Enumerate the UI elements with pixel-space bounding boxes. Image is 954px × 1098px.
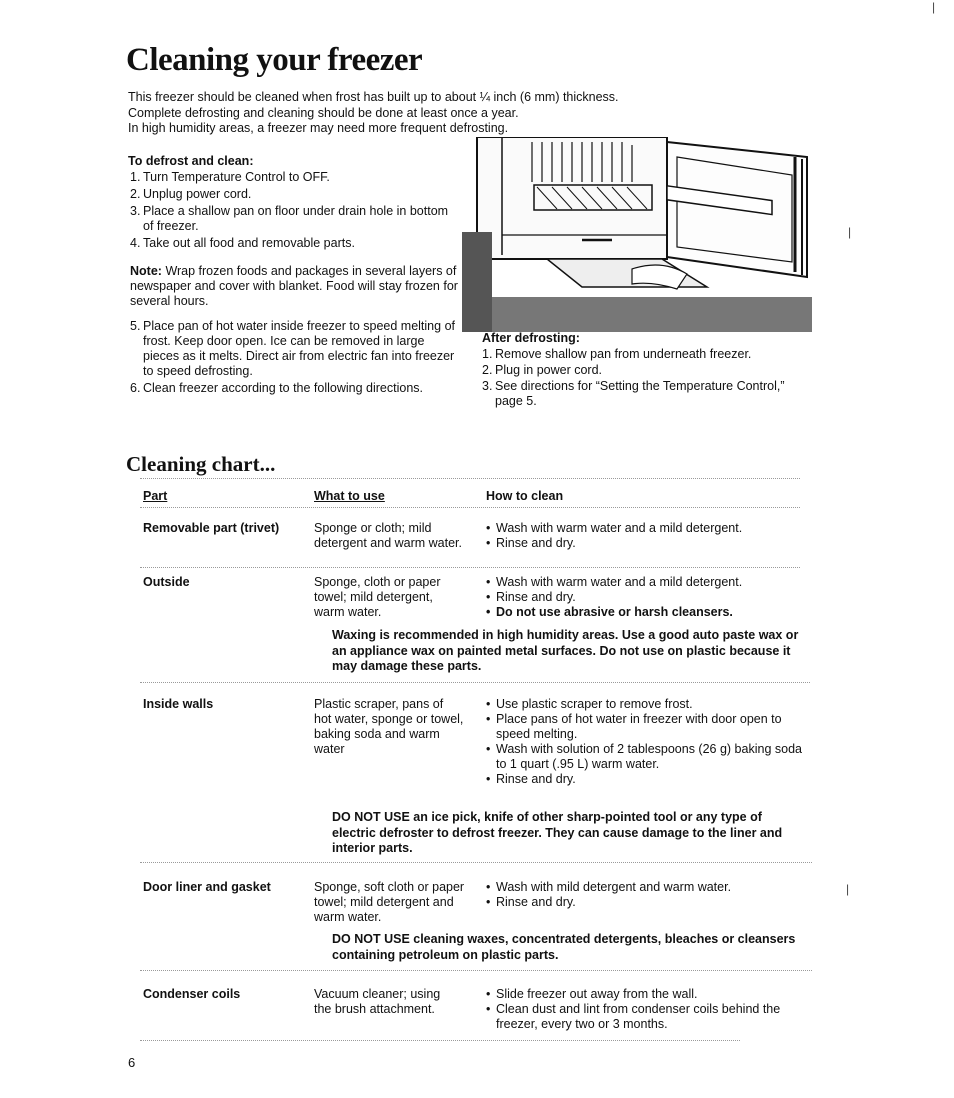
part-name: Removable part (trivet) — [143, 521, 280, 535]
warning-text: DO NOT USE cleaning waxes, concentrated detergents, bleaches or cleansers containing petroleum on plastic parts. — [332, 932, 796, 962]
list-item: • Wash with warm water and a mild detergent. — [486, 575, 796, 590]
list-item: 1. Remove shallow pan from underneath freezer. — [482, 347, 752, 361]
list-item: • Place pans of hot water in freezer with door open to speed melting. — [486, 712, 806, 742]
divider — [140, 567, 800, 568]
page-title: Cleaning your freezer — [126, 42, 423, 78]
defrost-heading: To defrost and clean: — [128, 154, 254, 168]
intro-line: In high humidity areas, a freezer may need more frequent defrosting. — [128, 121, 509, 135]
list-item: • Do not use abrasive or harsh cleansers. — [486, 605, 796, 620]
defrost-steps-continued — [130, 319, 456, 398]
list-item: 3. See directions for “Setting the Temperature Control,” page 5. — [482, 379, 785, 408]
warning-text: DO NOT USE an ice pick, knife of other sharp-pointed tool or any type of electric defroster to defrost freezer. They can cause damage to the liner and interior parts. — [332, 810, 783, 855]
list-item: 5. Place pan of hot water inside freezer to speed melting of frost. Keep door open. Ice can be removed in large pieces as it melts. Direct air from electric fan into freezer to speed defrosting. — [130, 319, 455, 378]
note-text: Wrap frozen foods and packages in several layers of newspaper and cover with blanket. Food will stay frozen for several hours. — [130, 264, 458, 308]
list-item: • Slide freezer out away from the wall. — [486, 987, 796, 1002]
list-item: • Wash with solution of 2 tablespoons (26 g) baking soda to 1 quart (.95 L) warm water. — [486, 742, 806, 772]
page-number: 6 — [128, 1055, 136, 1070]
part-name: Inside walls — [143, 697, 214, 711]
intro-paragraph — [128, 90, 708, 137]
list-item: 2. Unplug power cord. — [130, 187, 252, 201]
list-item: 3. Place a shallow pan on floor under drain hole in bottom of freezer. — [130, 204, 449, 233]
what-to-use: Sponge, cloth or paper towel; mild detergent, warm water. — [314, 575, 441, 619]
part-name: Outside — [143, 575, 190, 589]
chart-title: Cleaning chart... — [126, 452, 276, 476]
defrost-note — [130, 264, 458, 309]
divider — [140, 862, 812, 863]
scan-mark: | — [846, 882, 850, 896]
after-steps — [482, 347, 808, 411]
freezer-illustration — [462, 137, 812, 332]
column-header-what: What to use — [314, 489, 385, 503]
scan-mark: | — [848, 225, 852, 239]
list-item: • Rinse and dry. — [486, 895, 796, 910]
scan-mark: | — [932, 0, 936, 14]
intro-line: This freezer should be cleaned when frost has built up to about ¼ inch (6 mm) thickness. — [128, 90, 619, 104]
what-to-use: Plastic scraper, pans of hot water, sponge or towel, baking soda and warm water — [314, 697, 464, 756]
list-item: • Wash with mild detergent and warm water. — [486, 880, 796, 895]
list-item: 6. Clean freezer according to the following directions. — [130, 381, 424, 395]
after-heading: After defrosting: — [482, 331, 580, 345]
list-item: • Use plastic scraper to remove frost. — [486, 697, 806, 712]
defrost-steps — [130, 170, 456, 253]
warning-text: Waxing is recommended in high humidity areas. Use a good auto paste wax or an appliance wax on painted metal surfaces. Do not use on plastic because it may damage these parts. — [332, 628, 799, 673]
intro-line: Complete defrosting and cleaning should be done at least once a year. — [128, 105, 519, 120]
divider — [140, 1040, 740, 1041]
list-item: • Rinse and dry. — [486, 536, 796, 551]
how-to-clean — [486, 880, 796, 910]
what-to-use: Sponge, soft cloth or paper towel; mild detergent and warm water. — [314, 880, 465, 924]
divider — [140, 970, 812, 971]
open-freezer-icon — [462, 137, 812, 332]
part-name: Condenser coils — [143, 987, 241, 1001]
list-item: • Rinse and dry. — [486, 590, 796, 605]
how-to-clean — [486, 697, 806, 787]
what-to-use: Vacuum cleaner; using the brush attachment. — [314, 987, 441, 1016]
part-name: Door liner and gasket — [143, 880, 271, 894]
list-item: • Rinse and dry. — [486, 772, 806, 787]
what-to-use: Sponge or cloth; mild detergent and warm water. — [314, 521, 462, 550]
how-to-clean — [486, 987, 796, 1032]
divider — [140, 682, 810, 683]
list-item: 1. Turn Temperature Control to OFF. — [130, 170, 330, 184]
how-to-clean — [486, 575, 796, 620]
list-item: • Wash with warm water and a mild detergent. — [486, 521, 796, 536]
divider — [140, 478, 800, 479]
how-to-clean — [486, 521, 796, 551]
list-item: 2. Plug in power cord. — [482, 363, 603, 377]
list-item: • Clean dust and lint from condenser coils behind the freezer, every two or 3 months. — [486, 1002, 796, 1032]
column-header-part: Part — [143, 489, 168, 503]
list-item: 4. Take out all food and removable parts. — [130, 236, 355, 250]
column-header-how: How to clean — [486, 489, 564, 503]
note-label: Note: — [130, 264, 162, 278]
divider — [140, 507, 800, 508]
